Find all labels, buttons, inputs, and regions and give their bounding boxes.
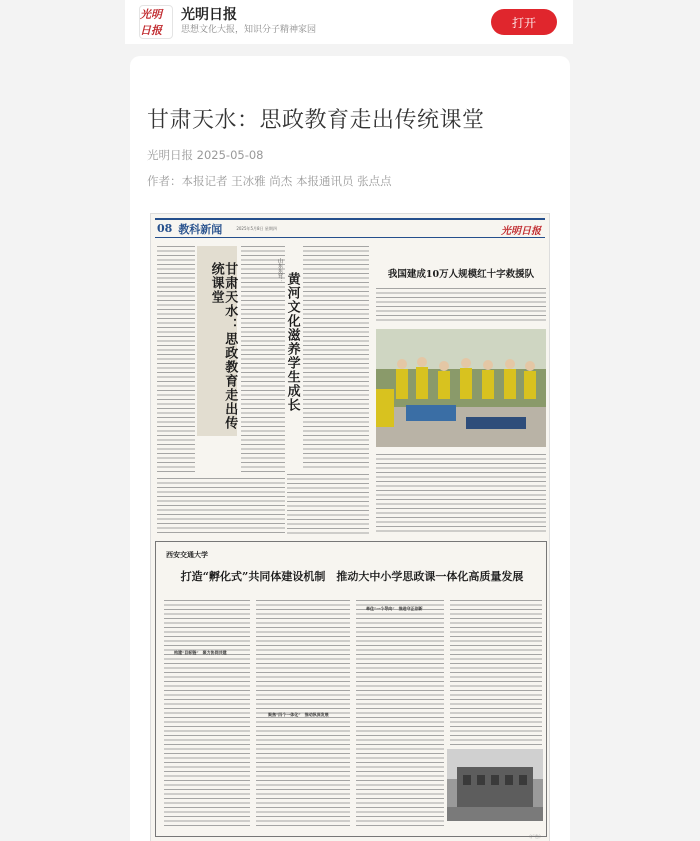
- story1-headline: 甘肃天水：思政教育走出传统课堂: [208, 262, 238, 430]
- open-app-button[interactable]: 打开: [491, 9, 557, 35]
- text-column: [157, 244, 195, 474]
- app-banner: [125, 0, 573, 44]
- newspaper-header: [155, 218, 545, 238]
- lower-subheading-3: 牵住“一个导向” 推进守正创新: [366, 606, 423, 611]
- text-column: [356, 598, 444, 828]
- article-source: 光明日报: [147, 148, 193, 162]
- newspaper-page-image[interactable]: [150, 213, 550, 841]
- app-name: 光明日报: [181, 7, 237, 23]
- newspaper-page-number: 08: [157, 222, 173, 235]
- article-meta: [147, 147, 264, 163]
- text-column: [157, 476, 285, 536]
- text-column: [303, 244, 369, 469]
- lower-story-headline: 打造“孵化式”共同体建设机制 推动大中小学思政课一体化高质量发展: [180, 570, 524, 583]
- article-title: 甘肃天水：思政教育走出传统课堂: [147, 108, 485, 133]
- newspaper-section: 教科新闻: [178, 222, 223, 236]
- text-column: [164, 598, 250, 828]
- lower-story-kicker: 西安交通大学: [166, 550, 208, 559]
- app-logo-text: 光明日报: [140, 8, 162, 37]
- article-card: [130, 56, 570, 841]
- campus-building-photo: [447, 749, 543, 821]
- lower-subheading-2: 聚焦“四个一体化” 推动纵深发展: [268, 712, 329, 717]
- story2-headline: 黄河文化滋养学生成长: [284, 272, 300, 412]
- article-date: 2025-05-08: [196, 148, 264, 162]
- text-column: [287, 472, 369, 536]
- text-column: [376, 286, 546, 324]
- story3-headline: 我国建成10万人规模红十字救援队: [387, 269, 535, 280]
- article-authors: 作者：本报记者 王冰雅 尚杰 本报通讯员 张点点: [147, 174, 392, 188]
- rescue-training-photo: [376, 329, 546, 447]
- newspaper-date-line: 2025年5月8日 星期四: [236, 225, 277, 231]
- app-logo: [139, 5, 173, 39]
- app-info: [181, 7, 316, 37]
- story2-kicker: 山东东营：: [277, 258, 283, 283]
- text-column: [376, 452, 546, 534]
- text-column: [450, 598, 542, 748]
- newspaper-brand: 光明日报: [501, 226, 541, 237]
- app-slogan: 思想文化大报，知识分子精神家园: [181, 25, 317, 35]
- lower-subheading-1: 构建“目标链” 聚力协同共建: [174, 650, 227, 655]
- newspaper-footer: （广告）: [527, 834, 543, 839]
